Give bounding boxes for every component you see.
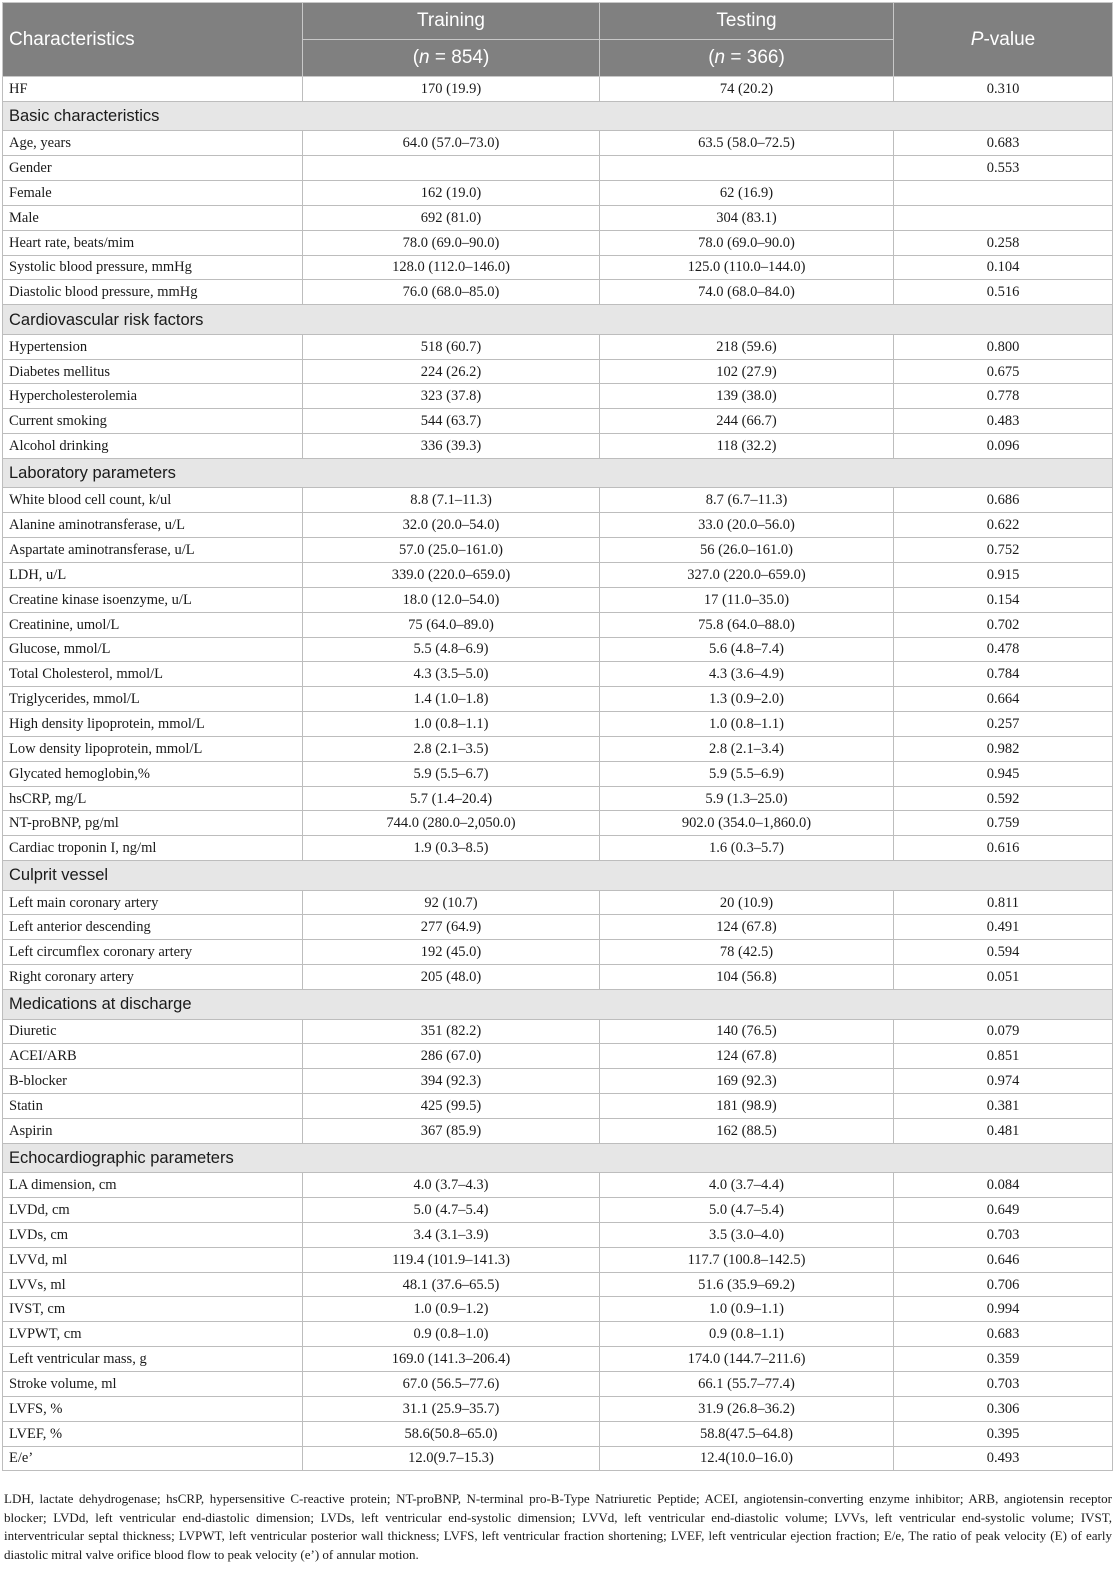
training-value: 4.0 (3.7–4.3) — [303, 1173, 600, 1198]
row-label: Glucose, mmol/L — [3, 637, 303, 662]
p-value: 0.395 — [894, 1421, 1113, 1446]
training-value: 192 (45.0) — [303, 940, 600, 965]
row-label: Glycated hemoglobin,% — [3, 761, 303, 786]
row-label: Creatinine, umol/L — [3, 612, 303, 637]
p-value: 0.646 — [894, 1247, 1113, 1272]
table-row — [3, 359, 1113, 384]
p-value: 0.478 — [894, 637, 1113, 662]
row-label: LVVd, ml — [3, 1247, 303, 1272]
header-training: Training — [303, 3, 600, 40]
testing-value: 5.9 (1.3–25.0) — [600, 786, 894, 811]
table-row — [3, 1446, 1113, 1471]
table-row — [3, 1118, 1113, 1143]
training-value: 12.0(9.7–15.3) — [303, 1446, 600, 1471]
table-row — [3, 811, 1113, 836]
testing-value: 75.8 (64.0–88.0) — [600, 612, 894, 637]
row-label: LVEF, % — [3, 1421, 303, 1446]
testing-value: 78.0 (69.0–90.0) — [600, 230, 894, 255]
testing-value: 74.0 (68.0–84.0) — [600, 280, 894, 305]
table-row — [3, 890, 1113, 915]
table-row — [3, 836, 1113, 861]
table-row — [3, 1421, 1113, 1446]
training-value: 92 (10.7) — [303, 890, 600, 915]
testing-value: 0.9 (0.8–1.1) — [600, 1322, 894, 1347]
testing-value: 181 (98.9) — [600, 1094, 894, 1119]
training-value: 5.7 (1.4–20.4) — [303, 786, 600, 811]
row-label: Left circumflex coronary artery — [3, 940, 303, 965]
p-value — [894, 181, 1113, 206]
table-row — [3, 940, 1113, 965]
table-row — [3, 1297, 1113, 1322]
header-pvalue — [894, 3, 1113, 77]
p-value: 0.310 — [894, 77, 1113, 102]
row-label: hsCRP, mg/L — [3, 786, 303, 811]
table-row — [3, 1347, 1113, 1372]
testing-value: 4.3 (3.6–4.9) — [600, 662, 894, 687]
testing-value: 140 (76.5) — [600, 1019, 894, 1044]
p-value: 0.154 — [894, 587, 1113, 612]
testing-value: 4.0 (3.7–4.4) — [600, 1173, 894, 1198]
training-value: 4.3 (3.5–5.0) — [303, 662, 600, 687]
section-row — [3, 458, 1113, 488]
p-value: 0.759 — [894, 811, 1113, 836]
testing-value: 1.0 (0.8–1.1) — [600, 712, 894, 737]
testing-value: 33.0 (20.0–56.0) — [600, 513, 894, 538]
training-value: 8.8 (7.1–11.3) — [303, 488, 600, 513]
testing-value: 139 (38.0) — [600, 384, 894, 409]
table-row — [3, 1019, 1113, 1044]
row-label: LVDs, cm — [3, 1222, 303, 1247]
p-value: 0.649 — [894, 1198, 1113, 1223]
testing-value: 63.5 (58.0–72.5) — [600, 131, 894, 156]
testing-value: 51.6 (35.9–69.2) — [600, 1272, 894, 1297]
testing-value: 125.0 (110.0–144.0) — [600, 255, 894, 280]
training-value: 339.0 (220.0–659.0) — [303, 563, 600, 588]
training-value: 336 (39.3) — [303, 434, 600, 459]
table-row — [3, 637, 1113, 662]
table-row — [3, 156, 1113, 181]
row-label: Age, years — [3, 131, 303, 156]
testing-value: 102 (27.9) — [600, 359, 894, 384]
training-value: 57.0 (25.0–161.0) — [303, 538, 600, 563]
table-row — [3, 205, 1113, 230]
table-header — [3, 3, 1113, 77]
testing-value: 74 (20.2) — [600, 77, 894, 102]
training-value: 1.0 (0.8–1.1) — [303, 712, 600, 737]
table-row — [3, 230, 1113, 255]
testing-value: 104 (56.8) — [600, 965, 894, 990]
testing-value: 2.8 (2.1–3.4) — [600, 736, 894, 761]
p-value: 0.683 — [894, 1322, 1113, 1347]
section-label: Cardiovascular risk factors — [3, 305, 1113, 335]
testing-value: 5.6 (4.8–7.4) — [600, 637, 894, 662]
table-row — [3, 434, 1113, 459]
training-value: 169.0 (141.3–206.4) — [303, 1347, 600, 1372]
table-row — [3, 1094, 1113, 1119]
testing-value: 169 (92.3) — [600, 1069, 894, 1094]
section-row — [3, 101, 1113, 131]
row-label: Gender — [3, 156, 303, 181]
table-container — [2, 2, 1112, 1471]
row-label: Stroke volume, ml — [3, 1371, 303, 1396]
section-label: Culprit vessel — [3, 861, 1113, 891]
training-value: 205 (48.0) — [303, 965, 600, 990]
testing-value: 17 (11.0–35.0) — [600, 587, 894, 612]
training-value — [303, 156, 600, 181]
table-row — [3, 736, 1113, 761]
row-label: White blood cell count, k/ul — [3, 488, 303, 513]
training-value: 394 (92.3) — [303, 1069, 600, 1094]
p-value: 0.703 — [894, 1371, 1113, 1396]
p-value: 0.851 — [894, 1044, 1113, 1069]
training-value: 75 (64.0–89.0) — [303, 612, 600, 637]
p-value: 0.594 — [894, 940, 1113, 965]
training-value: 32.0 (20.0–54.0) — [303, 513, 600, 538]
testing-value: 62 (16.9) — [600, 181, 894, 206]
table-row — [3, 1396, 1113, 1421]
training-value: 2.8 (2.1–3.5) — [303, 736, 600, 761]
training-value: 31.1 (25.9–35.7) — [303, 1396, 600, 1421]
p-value: 0.683 — [894, 131, 1113, 156]
testing-value: 174.0 (144.7–211.6) — [600, 1347, 894, 1372]
p-value: 0.686 — [894, 488, 1113, 513]
table-row — [3, 131, 1113, 156]
row-label: Diastolic blood pressure, mmHg — [3, 280, 303, 305]
table-row — [3, 761, 1113, 786]
training-value: 425 (99.5) — [303, 1094, 600, 1119]
p-value: 0.359 — [894, 1347, 1113, 1372]
p-value: 0.706 — [894, 1272, 1113, 1297]
row-label: Left anterior descending — [3, 915, 303, 940]
p-value: 0.702 — [894, 612, 1113, 637]
testing-value: 218 (59.6) — [600, 334, 894, 359]
table-row — [3, 255, 1113, 280]
section-label: Basic characteristics — [3, 101, 1113, 131]
p-value: 0.994 — [894, 1297, 1113, 1322]
training-value: 544 (63.7) — [303, 409, 600, 434]
row-label: Triglycerides, mmol/L — [3, 687, 303, 712]
training-value: 18.0 (12.0–54.0) — [303, 587, 600, 612]
testing-value: 58.8(47.5–64.8) — [600, 1421, 894, 1446]
p-value: 0.381 — [894, 1094, 1113, 1119]
p-value: 0.592 — [894, 786, 1113, 811]
row-label: Low density lipoprotein, mmol/L — [3, 736, 303, 761]
testing-value: 1.0 (0.9–1.1) — [600, 1297, 894, 1322]
table-row — [3, 77, 1113, 102]
row-label: Alcohol drinking — [3, 434, 303, 459]
header-training-n: (n = 854) — [303, 40, 600, 77]
p-value: 0.778 — [894, 384, 1113, 409]
training-value: 0.9 (0.8–1.0) — [303, 1322, 600, 1347]
row-label: Aspirin — [3, 1118, 303, 1143]
training-value: 1.9 (0.3–8.5) — [303, 836, 600, 861]
training-value: 64.0 (57.0–73.0) — [303, 131, 600, 156]
header-testing-n: (n = 366) — [600, 40, 894, 77]
p-value: 0.257 — [894, 712, 1113, 737]
row-label: LVVs, ml — [3, 1272, 303, 1297]
training-value: 170 (19.9) — [303, 77, 600, 102]
table-row — [3, 280, 1113, 305]
testing-value: 1.3 (0.9–2.0) — [600, 687, 894, 712]
row-label: Total Cholesterol, mmol/L — [3, 662, 303, 687]
training-value: 692 (81.0) — [303, 205, 600, 230]
section-label: Echocardiographic parameters — [3, 1143, 1113, 1173]
table-row — [3, 1198, 1113, 1223]
table-row — [3, 1272, 1113, 1297]
testing-value: 3.5 (3.0–4.0) — [600, 1222, 894, 1247]
row-label: Cardiac troponin I, ng/ml — [3, 836, 303, 861]
row-label: LVDd, cm — [3, 1198, 303, 1223]
training-value: 58.6(50.8–65.0) — [303, 1421, 600, 1446]
row-label: Diuretic — [3, 1019, 303, 1044]
testing-value: 31.9 (26.8–36.2) — [600, 1396, 894, 1421]
p-value: 0.664 — [894, 687, 1113, 712]
training-value: 3.4 (3.1–3.9) — [303, 1222, 600, 1247]
table-row — [3, 1247, 1113, 1272]
table-row — [3, 1044, 1113, 1069]
testing-value: 5.0 (4.7–5.4) — [600, 1198, 894, 1223]
row-label: Statin — [3, 1094, 303, 1119]
table-row — [3, 712, 1113, 737]
table-row — [3, 1173, 1113, 1198]
section-label: Medications at discharge — [3, 990, 1113, 1020]
p-value: 0.516 — [894, 280, 1113, 305]
testing-value: 20 (10.9) — [600, 890, 894, 915]
testing-value: 66.1 (55.7–77.4) — [600, 1371, 894, 1396]
testing-value: 244 (66.7) — [600, 409, 894, 434]
row-label: Male — [3, 205, 303, 230]
row-label: HF — [3, 77, 303, 102]
table-row — [3, 563, 1113, 588]
training-value: 367 (85.9) — [303, 1118, 600, 1143]
table-row — [3, 1069, 1113, 1094]
row-label: Systolic blood pressure, mmHg — [3, 255, 303, 280]
table-row — [3, 915, 1113, 940]
p-value: 0.084 — [894, 1173, 1113, 1198]
section-row — [3, 305, 1113, 335]
training-value: 128.0 (112.0–146.0) — [303, 255, 600, 280]
row-label: Female — [3, 181, 303, 206]
training-value: 119.4 (101.9–141.3) — [303, 1247, 600, 1272]
row-label: Current smoking — [3, 409, 303, 434]
p-value: 0.096 — [894, 434, 1113, 459]
p-value: 0.483 — [894, 409, 1113, 434]
characteristics-table — [2, 2, 1113, 1471]
training-value: 5.5 (4.8–6.9) — [303, 637, 600, 662]
training-value: 224 (26.2) — [303, 359, 600, 384]
p-value: 0.752 — [894, 538, 1113, 563]
row-label: LDH, u/L — [3, 563, 303, 588]
testing-value: 5.9 (5.5–6.9) — [600, 761, 894, 786]
row-label: Hypertension — [3, 334, 303, 359]
testing-value: 124 (67.8) — [600, 1044, 894, 1069]
table-row — [3, 965, 1113, 990]
header-pvalue-suffix: -value — [983, 28, 1036, 50]
table-row — [3, 1322, 1113, 1347]
row-label: Aspartate aminotransferase, u/L — [3, 538, 303, 563]
table-row — [3, 786, 1113, 811]
testing-value — [600, 156, 894, 181]
testing-value: 902.0 (354.0–1,860.0) — [600, 811, 894, 836]
p-value: 0.491 — [894, 915, 1113, 940]
testing-value: 162 (88.5) — [600, 1118, 894, 1143]
row-label: LA dimension, cm — [3, 1173, 303, 1198]
p-value: 0.051 — [894, 965, 1113, 990]
table-row — [3, 538, 1113, 563]
p-value: 0.915 — [894, 563, 1113, 588]
row-label: Creatine kinase isoenzyme, u/L — [3, 587, 303, 612]
row-label: High density lipoprotein, mmol/L — [3, 712, 303, 737]
row-label: Left ventricular mass, g — [3, 1347, 303, 1372]
training-value: 518 (60.7) — [303, 334, 600, 359]
p-value: 0.079 — [894, 1019, 1113, 1044]
row-label: NT-proBNP, pg/ml — [3, 811, 303, 836]
testing-value: 1.6 (0.3–5.7) — [600, 836, 894, 861]
p-value: 0.306 — [894, 1396, 1113, 1421]
table-row — [3, 181, 1113, 206]
p-value: 0.784 — [894, 662, 1113, 687]
training-value: 5.9 (5.5–6.7) — [303, 761, 600, 786]
section-label: Laboratory parameters — [3, 458, 1113, 488]
table-row — [3, 409, 1113, 434]
testing-value: 304 (83.1) — [600, 205, 894, 230]
row-label: Heart rate, beats/mim — [3, 230, 303, 255]
p-value: 0.800 — [894, 334, 1113, 359]
training-value: 1.0 (0.9–1.2) — [303, 1297, 600, 1322]
p-value: 0.553 — [894, 156, 1113, 181]
training-value: 76.0 (68.0–85.0) — [303, 280, 600, 305]
testing-value: 327.0 (220.0–659.0) — [600, 563, 894, 588]
section-row — [3, 861, 1113, 891]
testing-value: 8.7 (6.7–11.3) — [600, 488, 894, 513]
table-row — [3, 612, 1113, 637]
table-body — [3, 77, 1113, 1471]
table-row — [3, 334, 1113, 359]
table-footnote: LDH, lactate dehydrogenase; hsCRP, hypersensitive C-reactive protein; NT-proBNP, N-terminal pro-B-Type Natriuretic Peptide; ACEI, angiotensin-converting enzyme inhibitor; ARB, angiotensin receptor blocker; LVDd, left ventricular end-diastolic dimension; LVDs, left ventricular end-systolic dimension; LVVd, left ventricular end-diastolic volume; LVVs, left ventricular end-systolic volume; IVST, interventricular septal thickness; LVPWT, left ventricular posterior wall thickness; LVFS, left ventricular fraction shortening; LVEF, left ventricular ejection fraction; E/e, The ratio of peak velocity (E) of early diastolic mitral valve orifice blood flow to peak velocity (e’) of annular motion. — [4, 1491, 1112, 1562]
testing-value: 118 (32.2) — [600, 434, 894, 459]
row-label: Hypercholesterolemia — [3, 384, 303, 409]
p-value: 0.974 — [894, 1069, 1113, 1094]
testing-value: 12.4(10.0–16.0) — [600, 1446, 894, 1471]
training-value: 277 (64.9) — [303, 915, 600, 940]
p-value: 0.703 — [894, 1222, 1113, 1247]
p-value: 0.481 — [894, 1118, 1113, 1143]
p-value: 0.945 — [894, 761, 1113, 786]
section-row — [3, 1143, 1113, 1173]
row-label: Right coronary artery — [3, 965, 303, 990]
table-row — [3, 687, 1113, 712]
table-row — [3, 488, 1113, 513]
testing-value: 117.7 (100.8–142.5) — [600, 1247, 894, 1272]
training-value: 286 (67.0) — [303, 1044, 600, 1069]
testing-value: 56 (26.0–161.0) — [600, 538, 894, 563]
row-label: E/e’ — [3, 1446, 303, 1471]
table-row — [3, 384, 1113, 409]
training-value: 323 (37.8) — [303, 384, 600, 409]
p-value: 0.675 — [894, 359, 1113, 384]
training-value: 744.0 (280.0–2,050.0) — [303, 811, 600, 836]
row-label: B-blocker — [3, 1069, 303, 1094]
p-value: 0.616 — [894, 836, 1113, 861]
p-value: 0.493 — [894, 1446, 1113, 1471]
training-value: 78.0 (69.0–90.0) — [303, 230, 600, 255]
p-value: 0.258 — [894, 230, 1113, 255]
table-row — [3, 587, 1113, 612]
row-label: Left main coronary artery — [3, 890, 303, 915]
training-value: 5.0 (4.7–5.4) — [303, 1198, 600, 1223]
row-label: Diabetes mellitus — [3, 359, 303, 384]
header-pvalue-p: P — [970, 28, 984, 50]
row-label: LVPWT, cm — [3, 1322, 303, 1347]
training-value: 48.1 (37.6–65.5) — [303, 1272, 600, 1297]
table-row — [3, 1371, 1113, 1396]
section-row — [3, 990, 1113, 1020]
p-value: 0.104 — [894, 255, 1113, 280]
row-label: Alanine aminotransferase, u/L — [3, 513, 303, 538]
row-label: IVST, cm — [3, 1297, 303, 1322]
testing-value: 124 (67.8) — [600, 915, 894, 940]
training-value: 162 (19.0) — [303, 181, 600, 206]
table-row — [3, 662, 1113, 687]
p-value — [894, 205, 1113, 230]
row-label: ACEI/ARB — [3, 1044, 303, 1069]
training-value: 351 (82.2) — [303, 1019, 600, 1044]
row-label: LVFS, % — [3, 1396, 303, 1421]
table-row — [3, 513, 1113, 538]
training-value: 1.4 (1.0–1.8) — [303, 687, 600, 712]
header-characteristics: Characteristics — [3, 3, 303, 77]
training-value: 67.0 (56.5–77.6) — [303, 1371, 600, 1396]
p-value: 0.622 — [894, 513, 1113, 538]
p-value: 0.811 — [894, 890, 1113, 915]
header-testing: Testing — [600, 3, 894, 40]
testing-value: 78 (42.5) — [600, 940, 894, 965]
p-value: 0.982 — [894, 736, 1113, 761]
table-row — [3, 1222, 1113, 1247]
